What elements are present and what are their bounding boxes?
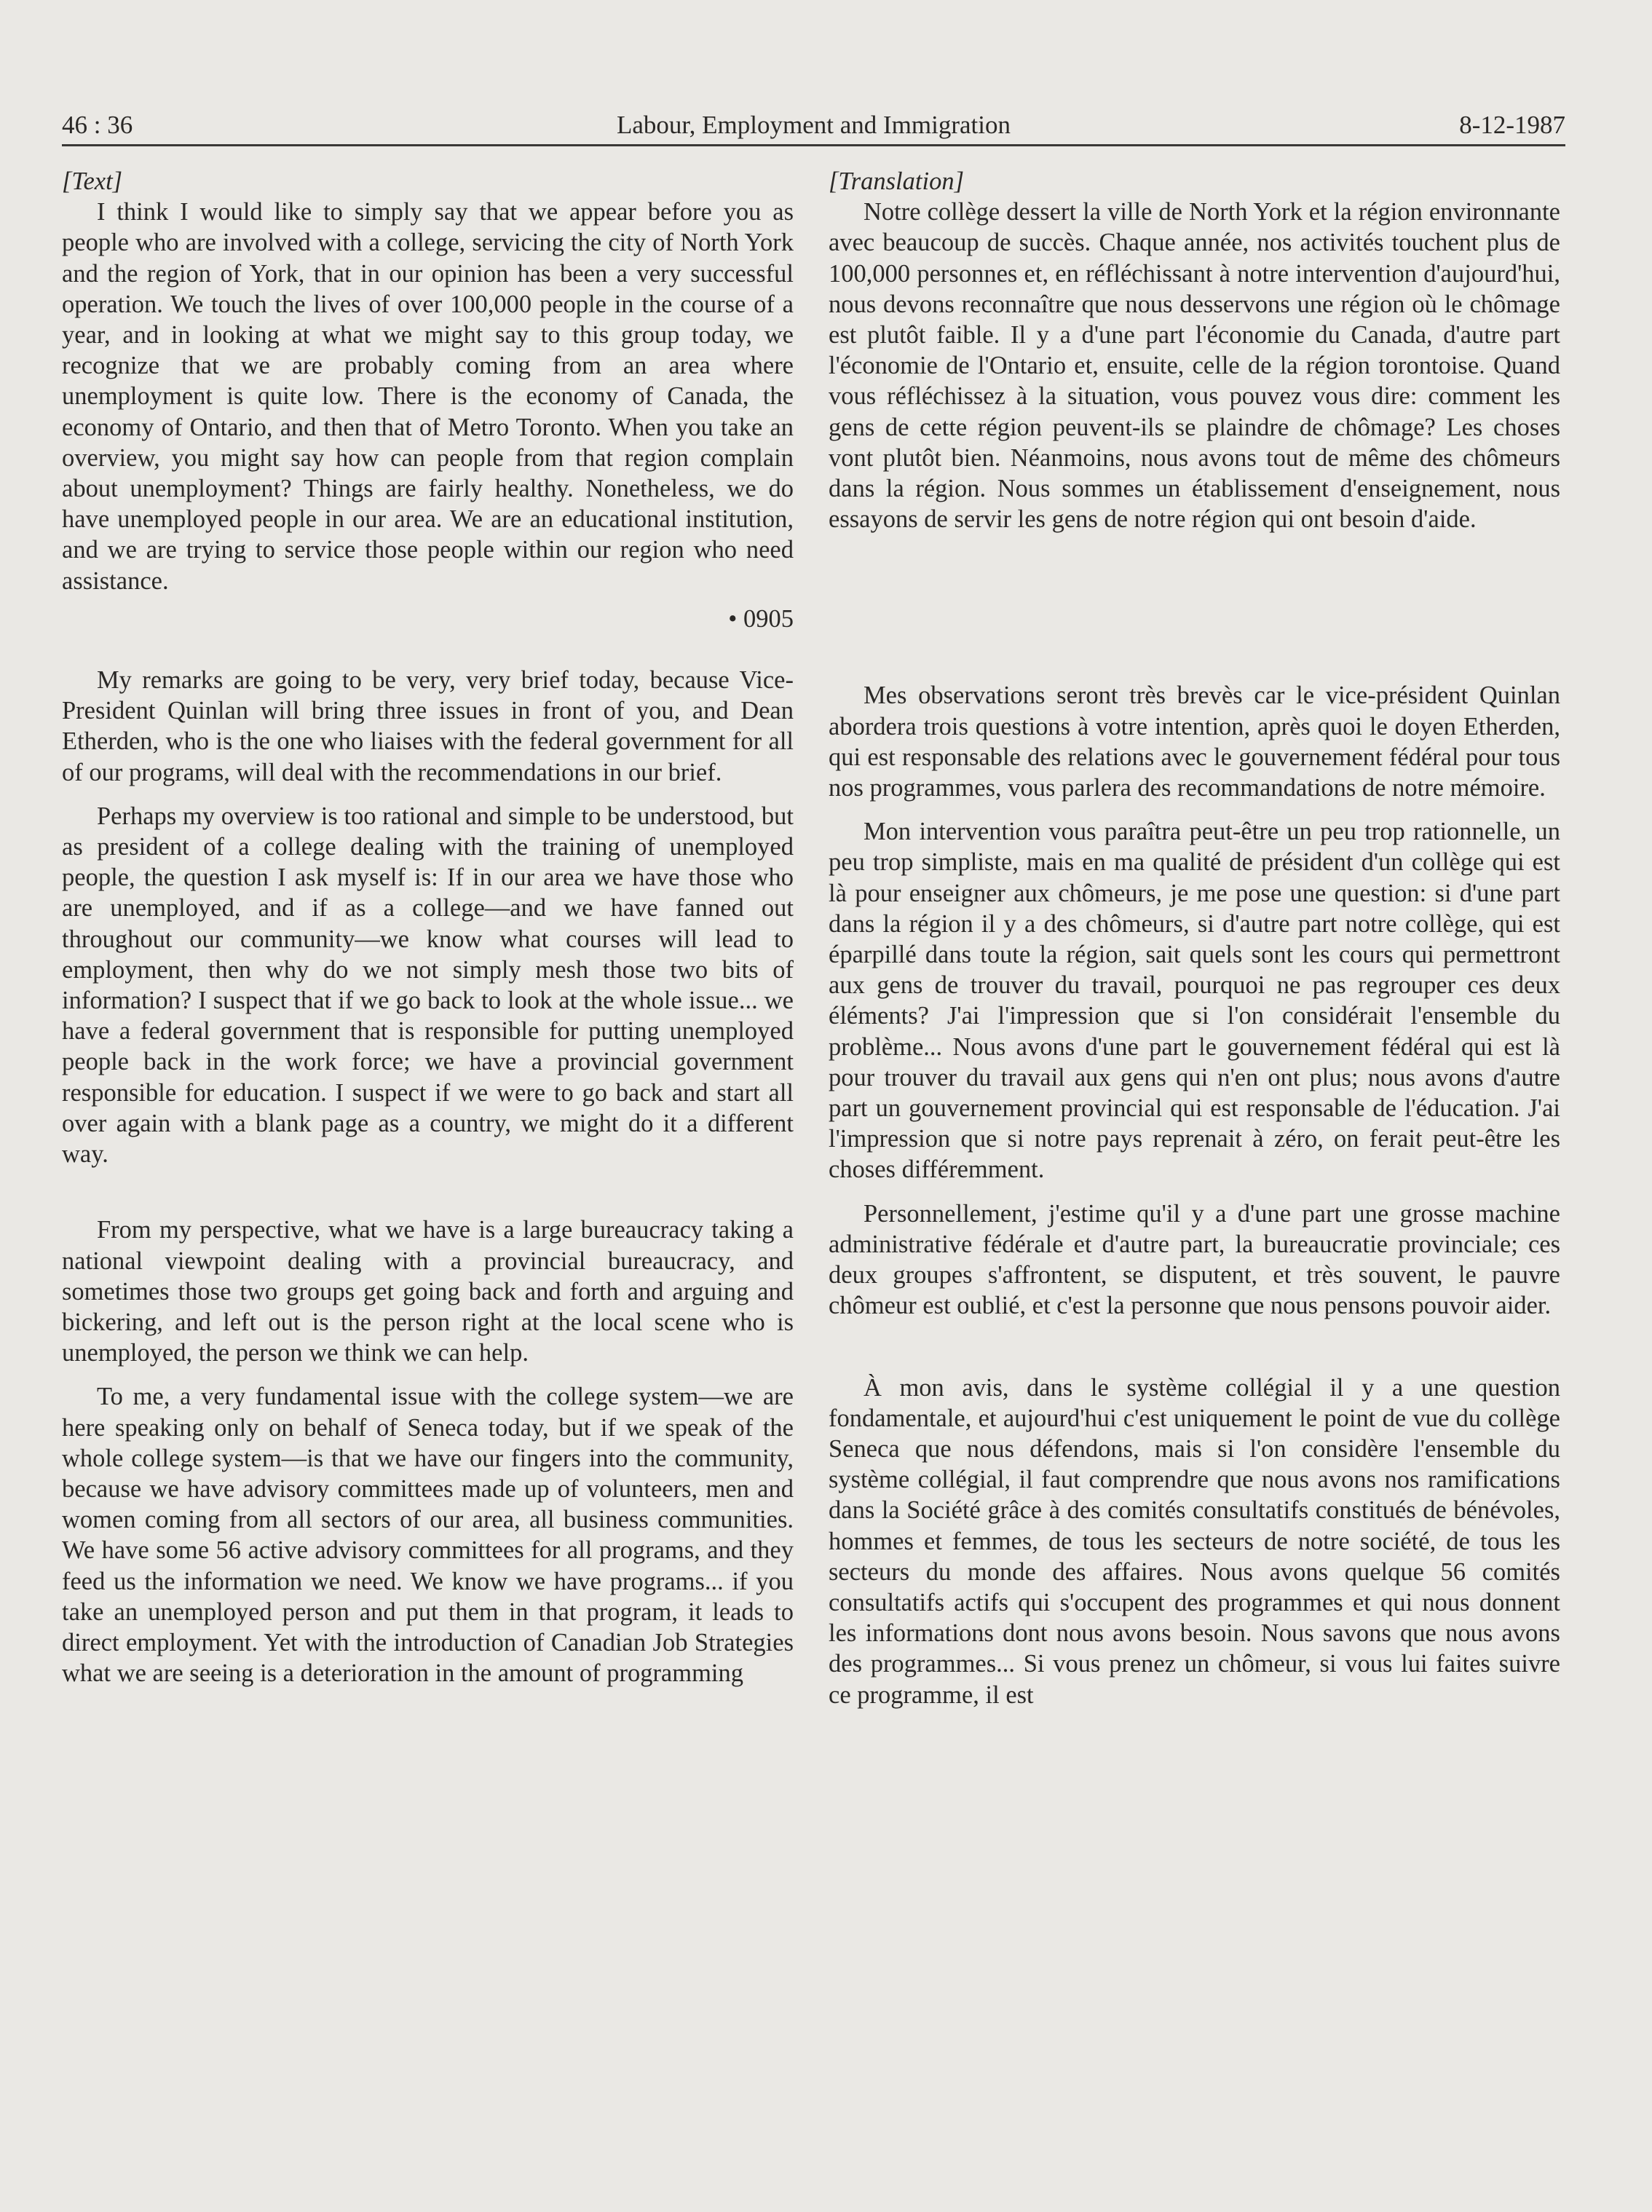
paragraph: My remarks are going to be very, very brief today, because Vice-President Quinlan will bring three issues in front of you, and Dean Etherden, who is the one who liaises with the federal government for all of our programs, will deal with the recommendations in our brief. — [62, 666, 794, 786]
paragraph: Mon intervention vous paraîtra peut-être un peu trop rationnelle, un peu trop simpliste, mais en ma qualité de président d'un collège qui est là pour enseigner aux chômeurs, je me pose une question: si d'une part dans la région il y a des chômeurs, si d'autre part notre collège, qui est éparpillé dans toute la région, sait quels sont les cours qui permettront aux gens de trouver du travail, pourquoi ne pas regrouper ces deux éléments? J'ai l'impression que si l'on considérait l'ensemble du problème... Nous avons d'une part le gouvernement fédéral qui est là pour trouver du travail aux gens qui n'en ont plus; nous avons d'autre part un gouvernement provincial qui est responsable de l'éducation. J'ai l'impression que si notre pays reprenait à zéro, on ferait peut-être les choses différemment. — [829, 818, 1560, 1184]
paragraph: Personnellement, j'estime qu'il y a d'une part une grosse machine administrative fédérale et d'autre part, la bureaucratie provinciale; ces deux groupes s'affrontent, se disputent, et très souvent, le pauvre chômeur est oublié, et c'est la personne que nous pensons pouvoir aider. — [829, 1199, 1560, 1320]
french-column — [829, 166, 1560, 1710]
translation-label: [Translation] — [829, 167, 964, 195]
paragraph: To me, a very fundamental issue with the college system—we are here speaking only on behalf of Seneca today, but if we speak of the whole college system—is that we have our fingers into the community, because we have advisory committees made up of volunteers, men and women coming from all sectors of our area, all business communities. We have some 56 active advisory committees for all programs, and they feed us the information we need. We know we have programs... if you take an unemployed person and put them in that program, it leads to direct employment. Yet with the introduction of Canadian Job Strategies what we are seeing is a deterioration in the amount of programming — [62, 1383, 794, 1688]
page-number: 46 : 36 — [62, 111, 133, 139]
text-label: [Text] — [62, 167, 123, 195]
paragraph: From my perspective, what we have is a large bureaucracy taking a national viewpoint dealing with a provincial bureaucracy, and sometimes those two groups get going back and forth and arguing and bickering, and left out is the person right at the local scene who is unemployed, the person we think we can help. — [62, 1216, 794, 1367]
paragraph: I think I would like to simply say that we appear before you as people who are involved with a college, servicing the city of North York and the region of York, that in our opinion has been a very successful operation. We touch the lives of over 100,000 people in the course of a year, and in looking at what we might say to this group today, we recognize that we are probably coming from an area where unemployment is quite low. There is the economy of Canada, the economy of Ontario, and then that of Metro Toronto. When you take an overview, you might say how can people from that region complain about unemployment? Things are fairly healthy. Nonetheless, we do have unemployed people in our area. We are an educational institution, and we are trying to service those people within our region who need assistance. — [62, 198, 794, 595]
paragraph: Notre collège dessert la ville de North York et la région environnante avec beaucoup de succès. Chaque année, nos activités touchent plus de 100,000 personnes et, en réfléchissant à notre intervention d'aujourd'hui, nous devons reconnaître que nous desservons une région où le chômage est plutôt faible. Il y a d'une part l'économie du Canada, d'autre part l'économie de l'Ontario et, ensuite, celle de la région torontoise. Quand vous réfléchissez à la situation, vous pouvez vous dire: comment les gens de cette région peuvent-ils se plaindre de chômage? Les choses vont plutôt bien. Néanmoins, nous avons tout de même des chômeurs dans la région. Nous sommes un établissement d'enseignement, nous essayons de servir les gens de notre région qui ont besoin d'aide. — [829, 198, 1560, 534]
paragraph: À mon avis, dans le système collégial il y a une question fondamentale, et aujourd'hui c'est uniquement le point de vue du collège Seneca que nous défendons, mais si l'on considère l'ensemble du système collégial, il faut comprendre que nous avons nos ramifications dans la Société grâce à des comités consultatifs constitués de bénévoles, hommes et femmes, de tous les secteurs de notre société, de tous les secteurs du monde des affaires. Nous avons quelque 56 comités consultatifs actifs qui s'occupent des programmes et qui nous donnent les informations dont nous avons besoin. Nous savons que nous avons des programmes... Si vous prenez un chômeur, si vous lui faites suivre ce programme, il est — [829, 1373, 1560, 1709]
paragraph: Perhaps my overview is too rational and simple to be understood, but as president of a college dealing with the training of unemployed people, the question I ask myself is: If in our area we have those who are unemployed, and if as a college—and we have fanned out throughout our community—we know what courses will lead to employment, then why do we not simply mesh those two bits of information? I suspect that if we go back to look at the whole issue... we have a federal government that is responsible for putting unemployed people back in the work force; we have a provincial government responsible for education. I suspect if we were to go back and start all over again with a blank page as a country, we might do it a different way. — [62, 802, 794, 1169]
english-column — [62, 166, 794, 1688]
header-rule — [62, 144, 1565, 146]
time-stamp: • 0905 — [728, 604, 794, 633]
sitting-date: 8-12-1987 — [1459, 111, 1565, 139]
journal-title: Labour, Employment and Immigration — [617, 111, 1011, 139]
page-header — [62, 108, 1565, 143]
paragraph: Mes observations seront très brevès car le vice-président Quinlan abordera trois questions à votre intention, après quoi le doyen Etherden, qui est responsable des relations avec le gouvernement fédéral pour tous nos programmes, vous parlera des recommandations de notre mémoire. — [829, 682, 1560, 802]
